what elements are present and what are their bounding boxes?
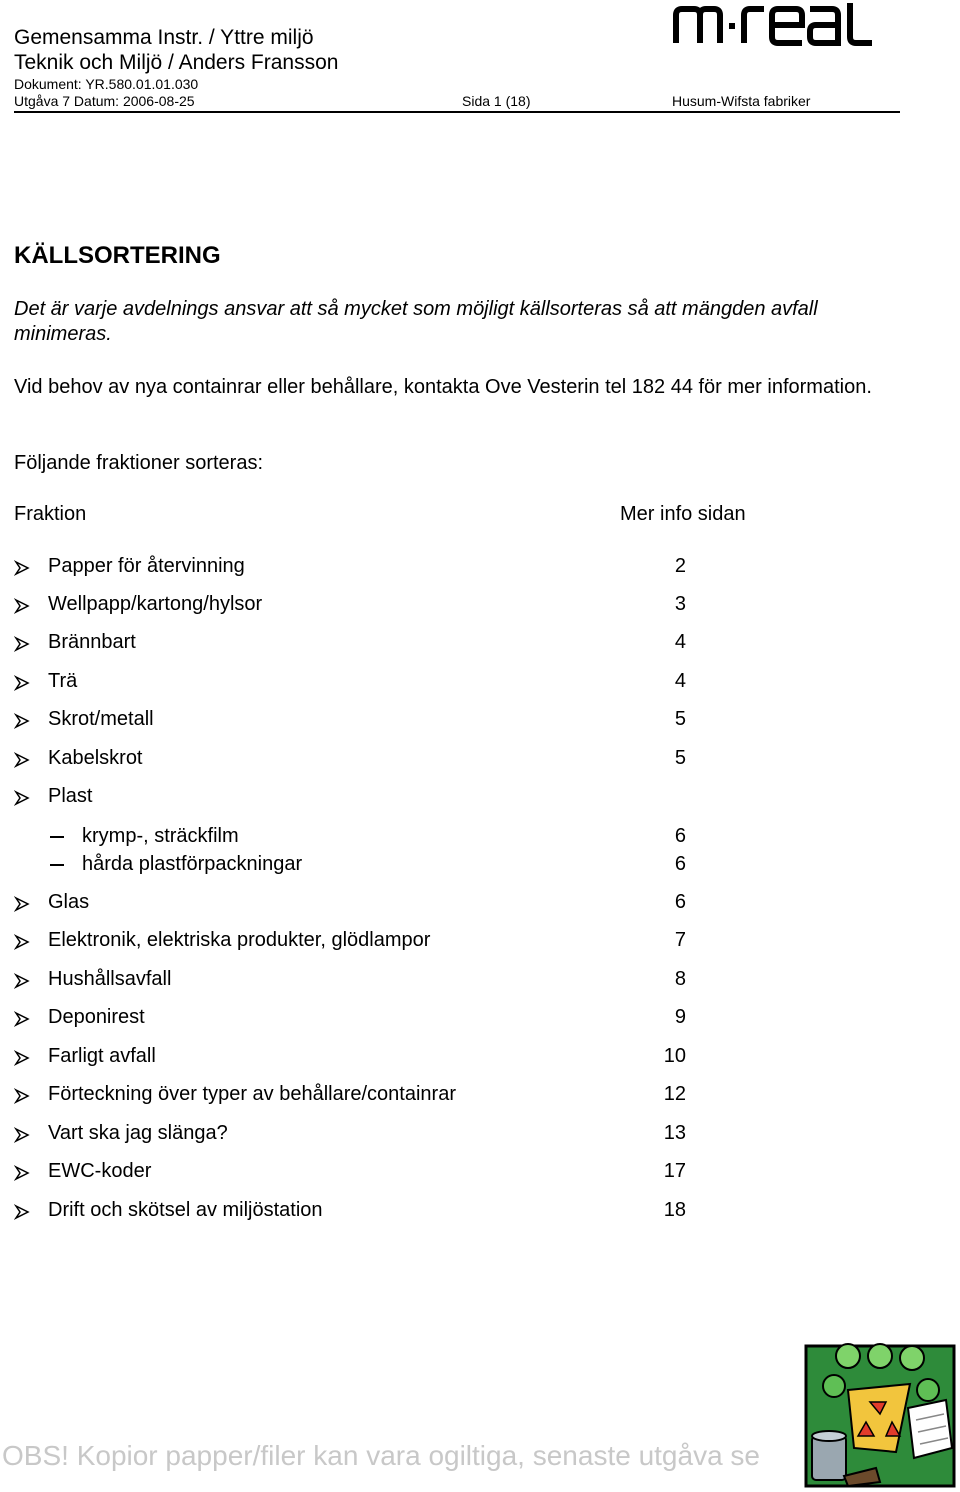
list-item-label: Wellpapp/kartong/hylsor [48, 593, 263, 615]
list-item-label: Vart ska jag slänga? [48, 1122, 228, 1144]
recycling-clipart [800, 1340, 958, 1490]
list-item-page: 6 [674, 891, 686, 913]
list-item-page: 10 [663, 1045, 686, 1067]
header-line-2: Teknik och Miljö / Anders Fransson [14, 51, 339, 74]
arrow-bullet-icon [14, 713, 30, 729]
list-item-label: Förteckning över typer av behållare/containrar [48, 1083, 456, 1105]
list-item-page: 7 [674, 929, 686, 951]
copy-warning-watermark: OBS! Kopior papper/filer kan vara ogiltiga, senaste utgåva se [2, 1440, 760, 1471]
dash-bullet-icon [50, 864, 64, 866]
dash-bullet-icon [50, 836, 64, 838]
list-item-page: 2 [674, 555, 686, 577]
arrow-bullet-icon [14, 560, 30, 576]
list-item-label: Drift och skötsel av miljöstation [48, 1199, 323, 1221]
arrow-bullet-icon [14, 1011, 30, 1027]
arrow-bullet-icon [14, 973, 30, 989]
edition-date: Utgåva 7 Datum: 2006-08-25 [14, 93, 195, 109]
m-real-logo [672, 3, 896, 47]
arrow-bullet-icon [14, 675, 30, 691]
list-item-page: 4 [674, 670, 686, 692]
list-item-page: 4 [674, 631, 686, 653]
list-item-page: 3 [674, 593, 686, 615]
list-item-page: 17 [663, 1160, 686, 1182]
list-item-page: 13 [663, 1122, 686, 1144]
list-item-label: EWC-koder [48, 1160, 152, 1182]
list-item-label: Kabelskrot [48, 747, 143, 769]
arrow-bullet-icon [14, 1050, 30, 1066]
list-item-page: 5 [674, 747, 686, 769]
arrow-bullet-icon [14, 896, 30, 912]
list-item-label: Farligt avfall [48, 1045, 156, 1067]
list-item-label: Skrot/metall [48, 708, 154, 730]
arrow-bullet-icon [14, 934, 30, 950]
site-name: Husum-Wifsta fabriker [672, 93, 811, 109]
list-item-label: Hushållsavfall [48, 968, 172, 990]
list-item-label: Papper för återvinning [48, 555, 245, 577]
page-title: KÄLLSORTERING [14, 242, 221, 269]
arrow-bullet-icon [14, 790, 30, 806]
arrow-bullet-icon [14, 1165, 30, 1181]
list-item-page: 12 [663, 1083, 686, 1105]
list-item-page: 9 [674, 1006, 686, 1028]
column-header-page: Mer info sidan [620, 503, 746, 525]
list-item-label: Elektronik, elektriska produkter, glödlampor [48, 929, 431, 951]
sub-item-page: 6 [674, 853, 686, 875]
page-number: Sida 1 (18) [462, 93, 531, 109]
arrow-bullet-icon [14, 1127, 30, 1143]
list-item-label: Trä [48, 670, 78, 692]
arrow-bullet-icon [14, 1088, 30, 1104]
column-header-fraction: Fraktion [14, 503, 87, 525]
list-item-page: 8 [674, 968, 686, 990]
list-item-page: 18 [663, 1199, 686, 1221]
list-item-label: Plast [48, 785, 93, 807]
list-intro: Följande fraktioner sorteras: [14, 452, 264, 474]
sub-item-page: 6 [674, 825, 686, 847]
document-number: Dokument: YR.580.01.01.030 [14, 76, 199, 92]
list-item-label: Deponirest [48, 1006, 145, 1028]
list-item-label: Glas [48, 891, 90, 913]
intro-text: Det är varje avdelnings ansvar att så mycket som möjligt källsorteras så att mängden avfall minimeras. [14, 298, 818, 345]
sub-item-label: hårda plastförpackningar [82, 853, 303, 875]
sub-item-label: krymp-, sträckfilm [82, 825, 239, 847]
list-item-label: Brännbart [48, 631, 136, 653]
header-line-1: Gemensamma Instr. / Yttre miljö [14, 26, 314, 49]
arrow-bullet-icon [14, 598, 30, 614]
arrow-bullet-icon [14, 636, 30, 652]
arrow-bullet-icon [14, 752, 30, 768]
arrow-bullet-icon [14, 1204, 30, 1220]
contact-text: Vid behov av nya containrar eller behållare, kontakta Ove Vesterin tel 182 44 för mer information. [14, 376, 872, 398]
list-item-page: 5 [674, 708, 686, 730]
header-rule [14, 111, 900, 113]
